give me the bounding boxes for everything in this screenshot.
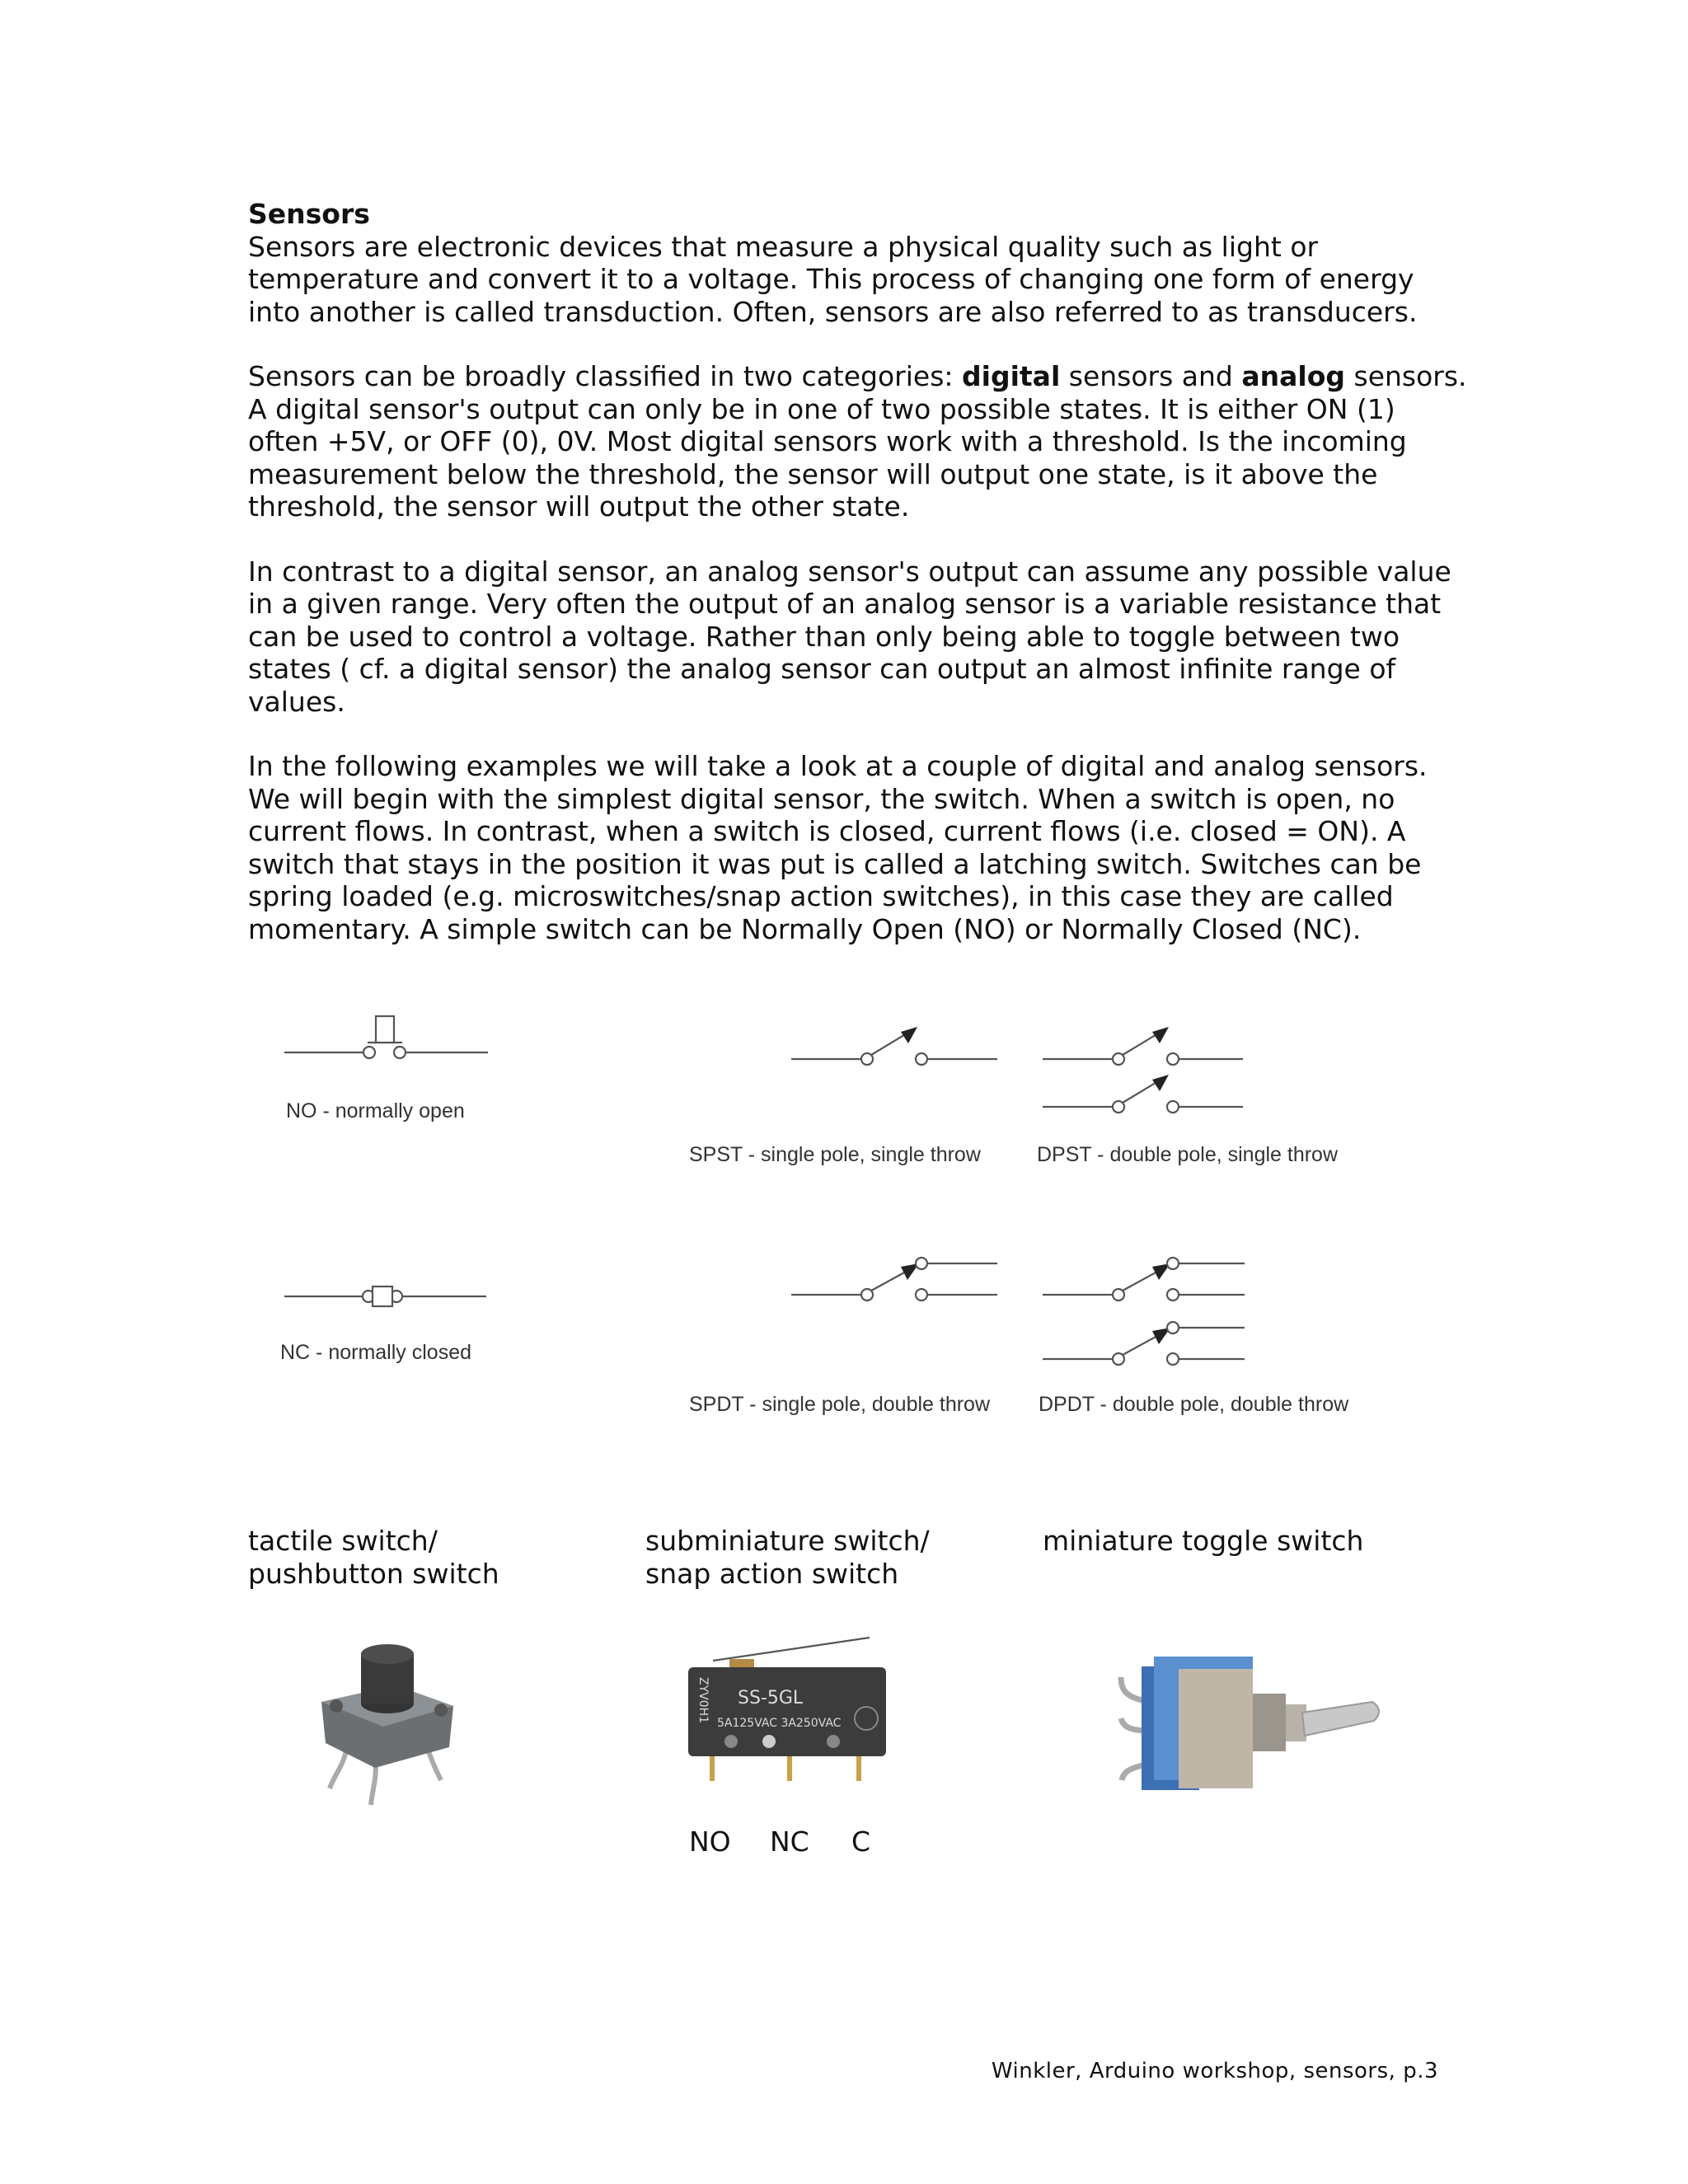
spst-diagram bbox=[787, 1022, 1001, 1071]
dpst-label: DPST - double pole, single throw bbox=[1037, 1143, 1339, 1166]
spst-label: SPST - single pole, single throw bbox=[689, 1143, 981, 1166]
term-digital: digital bbox=[962, 360, 1061, 392]
snap-caption-line1: subminiature switch/ bbox=[645, 1525, 930, 1557]
body-text bbox=[248, 198, 1468, 945]
snap-print-side: ZYV0H1 bbox=[696, 1677, 710, 1724]
pin-label-nc: NC bbox=[770, 1825, 809, 1858]
section-title: Sensors bbox=[248, 198, 370, 230]
paragraph-categories bbox=[248, 360, 1468, 523]
snap-caption bbox=[645, 1525, 930, 1590]
toggle-caption: miniature toggle switch bbox=[1043, 1525, 1364, 1557]
snap-print-model: SS-5GL bbox=[738, 1688, 804, 1708]
tactile-caption-line1: tactile switch/ bbox=[248, 1525, 438, 1557]
nc-switch-diagram bbox=[280, 1273, 495, 1315]
p2-text-c: sensors. A digital sensor's output can only be in one of two possible states. It is either ON (1) often +5V, or OFF (0), 0V. Most digital sensors work with a threshold. Is the incoming measurement below the threshold, the sensor will output one state, is it above the threshold, the sensor will output the other state. bbox=[248, 360, 1467, 523]
toggle-switch-image bbox=[1109, 1648, 1389, 1797]
pin-label-no: NO bbox=[689, 1825, 731, 1858]
snap-print-rating: 5A125VAC 3A250VAC bbox=[717, 1717, 842, 1730]
no-switch-diagram bbox=[280, 1010, 495, 1067]
snap-switch-image bbox=[680, 1628, 894, 1793]
spdt-label: SPDT - single pole, double throw bbox=[689, 1393, 991, 1416]
dpdt-label: DPDT - double pole, double throw bbox=[1039, 1393, 1349, 1416]
pin-label-c: C bbox=[851, 1825, 871, 1858]
paragraph-switches: In the following examples we will take a look at a couple of digital and analog sensors. We will begin with the simplest digital sensor, the switch. When a switch is open, no current flows. In contrast, when a switch is closed, current flows (i.e. closed = ON). A switch that stays in the position it was put is called a latching switch. Switches can be spring loaded (e.g. microswitches/snap action switches), in this case they are called momentary. A simple switch can be Normally Open (NO) or Normally Closed (NC). bbox=[248, 750, 1428, 945]
spdt-diagram bbox=[787, 1249, 1001, 1306]
p2-text-a: Sensors can be broadly classified in two categories: bbox=[248, 360, 963, 392]
page-footer: Winkler, Arduino workshop, sensors, p.3 bbox=[991, 2059, 1438, 2083]
tactile-switch-image bbox=[305, 1636, 470, 1817]
dpdt-diagram bbox=[1039, 1249, 1253, 1372]
paragraph-intro: Sensors are electronic devices that measure a physical quality such as light or temperature and convert it to a voltage. This process of changing one form of energy into another is called transduction. Often, sensors are also referred to as transducers. bbox=[248, 230, 1418, 328]
tactile-caption bbox=[248, 1525, 499, 1590]
snap-caption-line2: snap action switch bbox=[645, 1557, 899, 1590]
tactile-caption-line2: pushbutton switch bbox=[248, 1557, 499, 1590]
dpst-diagram bbox=[1039, 1022, 1253, 1121]
no-label: NO - normally open bbox=[286, 1099, 465, 1122]
term-analog: analog bbox=[1241, 360, 1346, 392]
nc-label: NC - normally closed bbox=[280, 1341, 472, 1364]
p2-text-b: sensors and bbox=[1060, 360, 1242, 392]
paragraph-analog: In contrast to a digital sensor, an analog sensor's output can assume any possible value in a given range. Very often the output of an analog sensor is a variable resistance that can be used to control a voltage. Rather than only being able to toggle between two states ( cf. a digital sensor) the analog sensor can output an almost infinite range of values. bbox=[248, 555, 1451, 718]
